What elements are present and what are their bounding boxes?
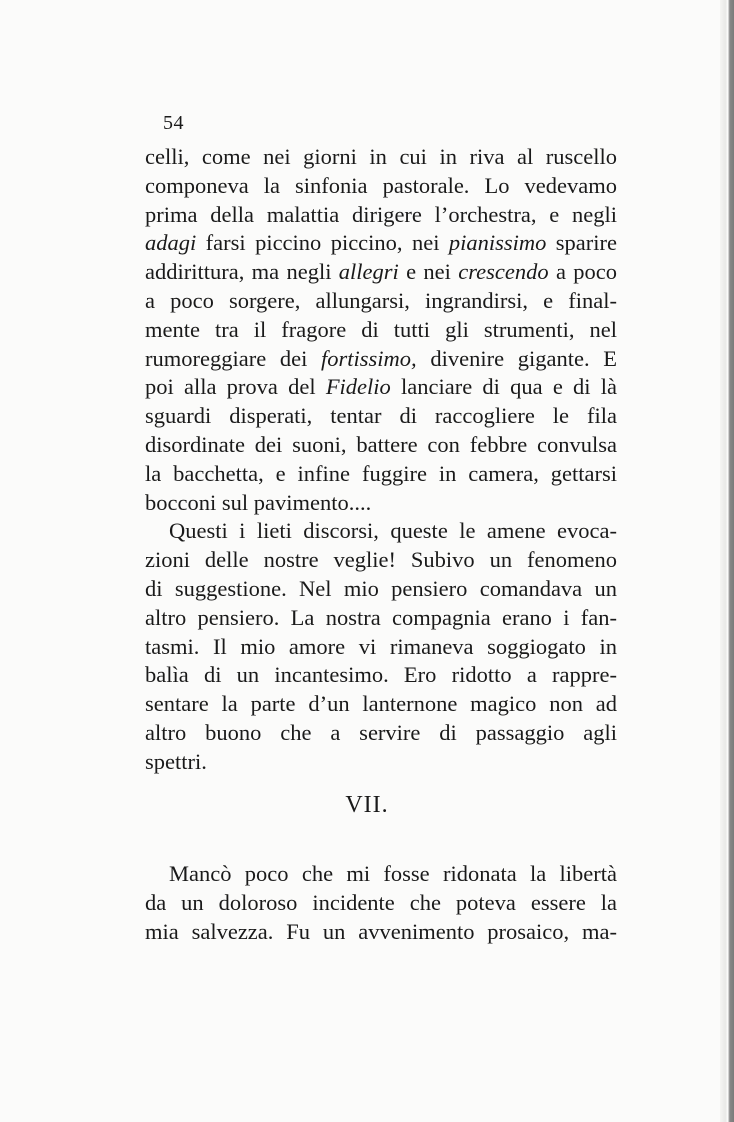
paragraph-continuation [145,143,617,517]
italic-term: fortissimo, [321,345,417,371]
text-line: poi alla prova del Fidelio lanciare di qua e di là [145,374,617,400]
text-line: rumoreggiare dei fortissimo, divenire gigante. E [145,345,617,371]
text-line: Mancò poco che mi fosse ridonata la libertà [169,861,617,886]
text-line: spettri. [145,748,207,774]
italic-term: adagi [145,230,197,256]
section-heading: VII. [345,792,389,818]
text-line: mia salvezza. Fu un avvenimento prosaico, ma- [145,918,617,944]
text-line: sentare la parte d’un lanternone magico non ad [145,691,617,717]
page-edge-shadow [720,0,734,1122]
paragraph-questi [145,517,617,776]
section-text [145,860,617,946]
text-line: altro buono che a servire di passaggio agli [145,719,617,745]
italic-term: allegri [338,259,399,285]
text-line: da un doloroso incidente che poteva essere la [145,889,617,915]
italic-term: pianissimo [448,230,547,256]
text-line: mente tra il fragore di tutti gli strumenti, nel [145,316,617,342]
text-line: la bacchetta, e infine fuggire in camera, gettarsi [145,460,617,486]
text-line: Questi i lieti discorsi, queste le amene evoca- [169,518,617,544]
text-line: altro pensiero. La nostra compagnia erano i fan- [145,604,617,630]
text-line: di suggestione. Nel mio pensiero comandava un [145,575,617,601]
page-number: 54 [163,112,184,134]
text-line: tasmi. Il mio amore vi rimaneva soggiogato in [145,633,617,659]
text-line: disordinate dei suoni, battere con febbre convulsa [145,431,617,457]
text-line: zioni delle nostre veglie! Subivo un fenomeno [145,547,617,573]
text-line: a poco sorgere, allungarsi, ingrandirsi, e final- [145,287,617,313]
text-line: componeva la sinfonia pastorale. Lo vedevamo [145,172,617,198]
text-line: adagi farsi piccino piccino, nei pianissimo sparire [145,230,617,256]
text-line: sguardi disperati, tentar di raccogliere le fila [145,403,617,429]
text-line: celli, come nei giorni in cui in riva al ruscello [145,144,617,169]
text-line: prima della malattia dirigere l’orchestra, e negli [145,201,617,227]
body-text [145,143,617,777]
text-line: bocconi sul pavimento.... [145,489,372,515]
text-line: addirittura, ma negli allegri e nei crescendo a poco [145,259,617,285]
italic-term: crescendo [458,259,549,285]
italic-term: Fidelio [325,374,391,400]
text-line: balìa di un incantesimo. Ero ridotto a rappre- [145,662,617,688]
